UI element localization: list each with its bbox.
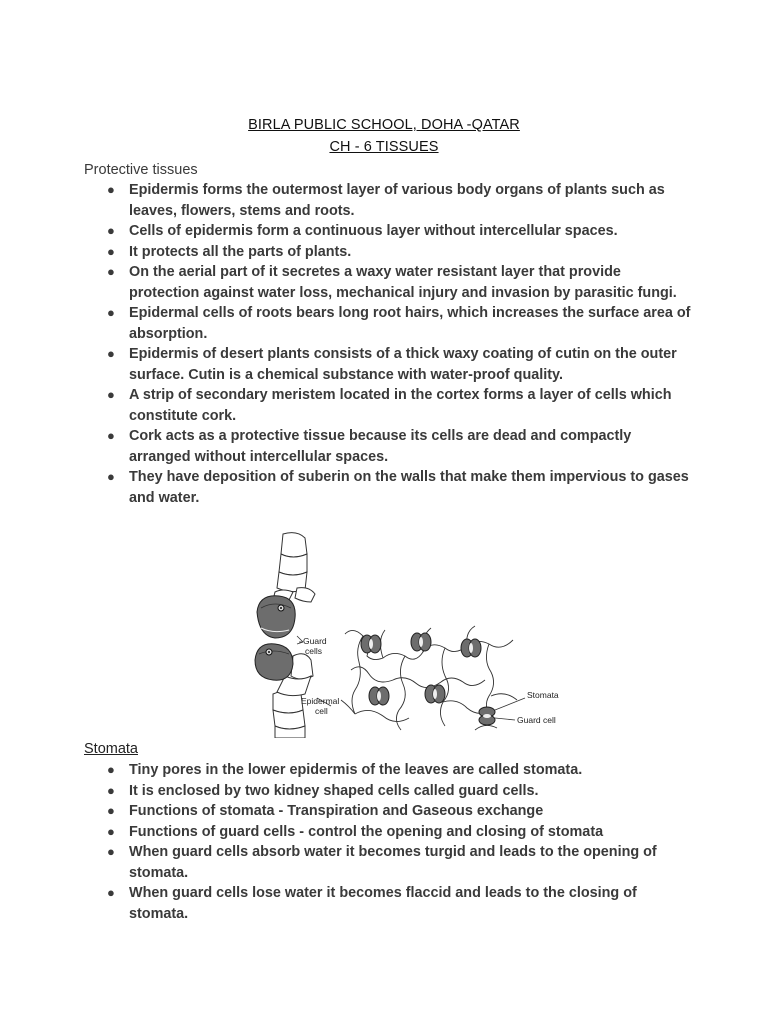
list-item (84, 781, 694, 802)
list-item-text: On the aerial part of it secretes a waxy water resistant layer that provide protection against water loss, mechanical injury and invasion by parasitic fungi. (129, 264, 677, 301)
list-item-text: Epidermis of desert plants consists of a thick waxy coating of cutin on the outer surface. Cutin is a chemical substance with water-proof quality. (129, 346, 677, 383)
list-item (84, 385, 694, 426)
list-item (84, 883, 694, 924)
list-item-text: A strip of secondary meristem located in the cortex forms a layer of cells which constitute cork. (129, 387, 672, 424)
label-guard-cell: Guard cell (517, 715, 556, 725)
list-item-text: Cork acts as a protective tissue because its cells are dead and compactly arranged without intercellular spaces. (129, 428, 632, 465)
list-item-text: Cells of epidermis form a continuous layer without intercellular spaces. (129, 223, 618, 239)
list-item-text: When guard cells lose water it becomes flaccid and leads to the closing of stomata. (129, 885, 637, 922)
label-epidermal-line1: Epidermal (301, 696, 340, 706)
bullet-icon: ● (107, 264, 115, 279)
list-item-text: Epidermal cells of roots bears long root hairs, which increases the surface area of absorption. (129, 305, 691, 342)
bullet-icon: ● (107, 223, 115, 238)
guard-cell-pair (255, 596, 295, 680)
bullet-icon: ● (107, 823, 115, 839)
list-item-text: It protects all the parts of plants. (129, 243, 352, 260)
bullet-icon: ● (107, 782, 115, 798)
list-item-text: When guard cells absorb water it becomes turgid and leads to the opening of stomata. (129, 844, 657, 881)
bullet-icon: ● (107, 762, 115, 777)
list-item (84, 303, 694, 344)
chapter-title: CH - 6 TISSUES (329, 139, 439, 155)
label-epidermal-line2: cell (315, 706, 328, 716)
bullet-icon: ● (107, 803, 115, 818)
stomata-list (84, 760, 694, 924)
list-item (84, 180, 694, 221)
list-item-text: Functions of guard cells - control the opening and closing of stomata (129, 823, 604, 840)
bullet-icon: ● (107, 346, 115, 361)
label-stomata: Stomata (527, 690, 559, 700)
stomata-units (361, 633, 495, 725)
list-item (84, 262, 694, 303)
bullet-icon: ● (107, 305, 115, 320)
list-item-text: Functions of stomata - Transpiration and Gaseous exchange (129, 803, 544, 819)
epidermis-stomata-figure (245, 530, 570, 738)
bullet-icon: ● (107, 428, 115, 443)
label-guard-cells-line1: Guard (303, 636, 327, 646)
school-title: BIRLA PUBLIC SCHOOL, DOHA -QATAR (248, 117, 520, 133)
section-title-protective: Protective tissues (84, 162, 198, 178)
list-item (84, 822, 694, 843)
list-item (84, 242, 694, 263)
list-item (84, 426, 694, 467)
list-item (84, 221, 694, 242)
list-item (84, 467, 694, 508)
bullet-icon: ● (107, 844, 115, 859)
label-guard-cells-line2: cells (305, 646, 323, 656)
list-item (84, 842, 694, 883)
list-item (84, 760, 694, 781)
bullet-icon: ● (107, 469, 115, 484)
list-item (84, 801, 694, 822)
section-title-stomata: Stomata (84, 741, 138, 757)
bullet-icon: ● (107, 182, 115, 197)
epidermis-diagram (245, 530, 570, 738)
list-item-text: They have deposition of suberin on the walls that make them impervious to gases and water. (129, 469, 689, 506)
bullet-icon: ● (107, 387, 115, 402)
list-item-text: Tiny pores in the lower epidermis of the leaves are called stomata. (129, 762, 583, 778)
protective-list (84, 180, 694, 508)
bullet-icon: ● (107, 243, 115, 259)
bullet-icon: ● (107, 885, 115, 900)
list-item-text: It is enclosed by two kidney shaped cells called guard cells. (129, 782, 539, 799)
list-item-text: Epidermis forms the outermost layer of various body organs of plants such as leaves, flowers, stems and roots. (129, 182, 665, 219)
list-item (84, 344, 694, 385)
